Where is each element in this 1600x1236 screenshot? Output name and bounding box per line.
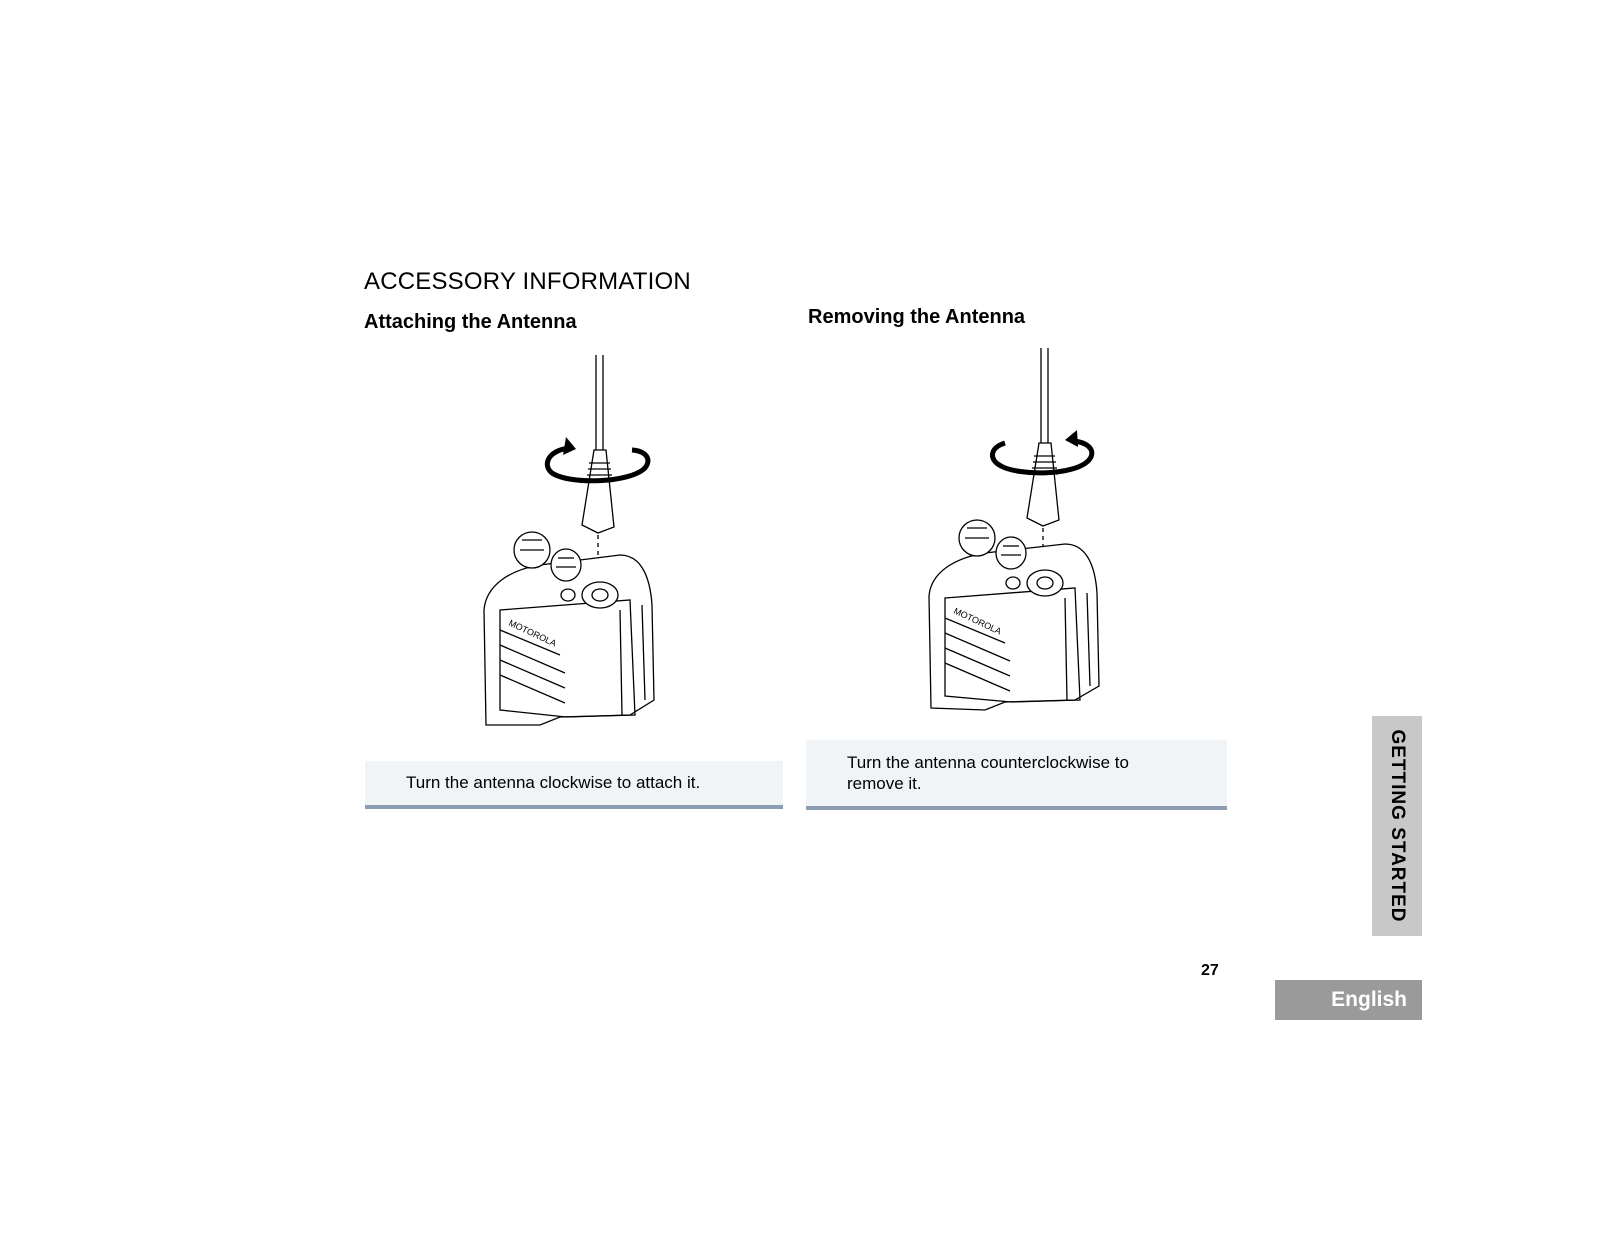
svg-text:MOTOROLA: MOTOROLA — [952, 605, 1003, 637]
remove-caption-text: Turn the antenna counterclockwise to remove it. — [847, 753, 1129, 793]
attach-caption-text: Turn the antenna clockwise to attach it. — [406, 773, 701, 792]
attach-caption — [365, 761, 783, 809]
removing-heading: Removing the Antenna — [808, 306, 1026, 328]
section-title: ACCESSORY INFORMATION — [364, 268, 691, 295]
getting-started-tab — [1372, 716, 1422, 936]
remove-caption — [806, 740, 1227, 810]
attaching-heading: Attaching the Antenna — [364, 311, 577, 333]
svg-text:MOTOROLA: MOTOROLA — [507, 617, 558, 649]
getting-started-label: GETTING STARTED — [1387, 729, 1408, 923]
remove-antenna-illustration — [915, 348, 1135, 733]
page-number: 27 — [1201, 962, 1219, 979]
attach-antenna-illustration — [470, 355, 690, 750]
language-tab: English — [1275, 980, 1422, 1020]
